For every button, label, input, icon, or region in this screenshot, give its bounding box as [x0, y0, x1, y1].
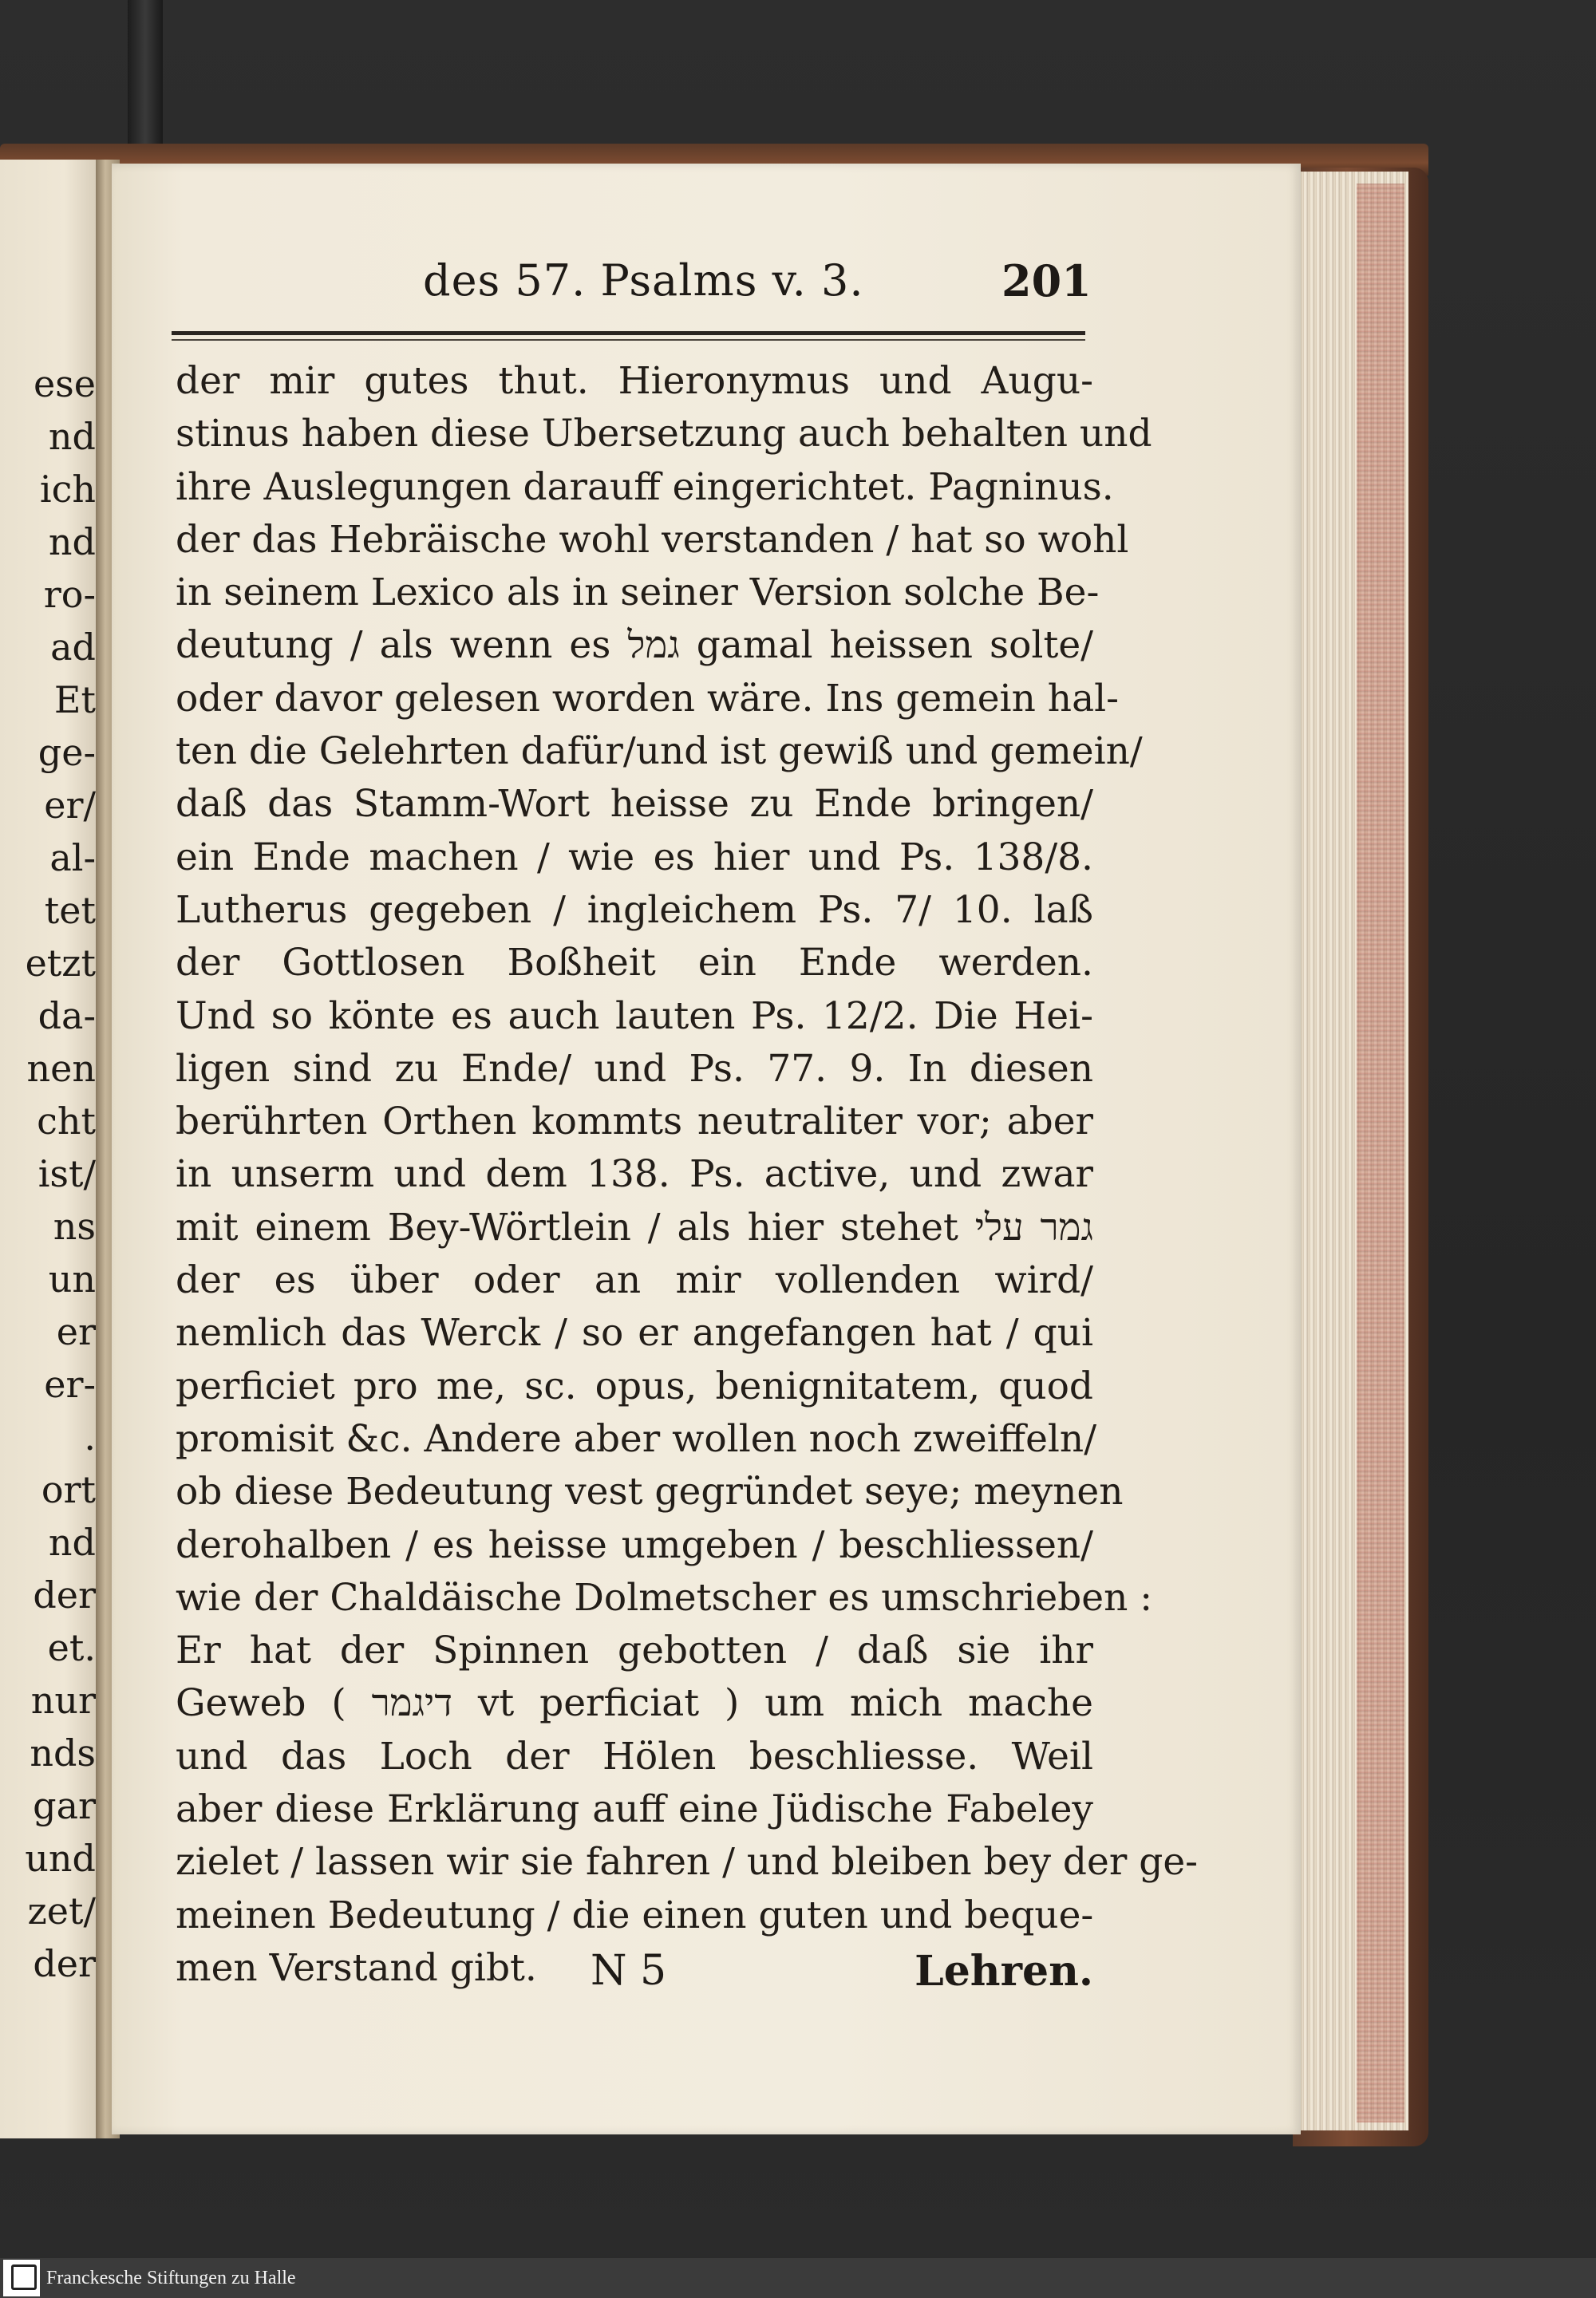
- left-page-fragment: tet: [44, 889, 96, 932]
- text-line: perficiet pro me, sc. opus, benignitatem, quod: [176, 1364, 1093, 1408]
- institution-name: Franckesche Stiftungen zu Halle: [46, 2268, 296, 2288]
- left-page-fragment: ge-: [38, 731, 96, 774]
- text-line: promisit &c. Andere aber wollen noch zweiffeln/: [176, 1416, 1097, 1461]
- text-line: ligen sind zu Ende/ und Ps. 77. 9. In diesen: [176, 1046, 1093, 1091]
- left-page-fragment: ort: [41, 1468, 96, 1511]
- left-page-fragment: nen: [26, 1047, 96, 1090]
- left-page-fragment: nur: [30, 1679, 96, 1722]
- header-rule: [172, 331, 1085, 335]
- text-line: stinus haben diese Ubersetzung auch behalten und: [176, 412, 1152, 456]
- text-line: mit einem Bey-Wörtlein / als hier stehet גמר עלי: [176, 1205, 1093, 1250]
- left-page-fragment: cht: [37, 1100, 96, 1143]
- text-line: derohalben / es heisse umgeben / beschliessen/: [176, 1522, 1093, 1567]
- left-page-fragment: gar: [33, 1784, 96, 1827]
- body-text: [176, 355, 1199, 1995]
- running-head: des 57. Psalms v. 3.: [423, 255, 864, 306]
- left-page-text-fragments: [0, 357, 96, 1990]
- left-page-fragment: ro-: [43, 573, 96, 616]
- text-line: der Gottlosen Boßheit ein Ende werden.: [176, 941, 1093, 985]
- text-line: zielet / lassen wir sie fahren / und bleiben bey der ge-: [176, 1840, 1199, 1885]
- text-line: wie der Chaldäische Dolmetscher es umschrieben :: [176, 1575, 1153, 1620]
- page-edge-tint: [1357, 184, 1404, 2122]
- text-line: der es über oder an mir vollenden wird/: [176, 1258, 1093, 1303]
- text-line: nemlich das Werck / so er angefangen hat / qui: [176, 1311, 1093, 1356]
- left-page-fragment: nds: [30, 1731, 96, 1775]
- text-line: in unserm und dem 138. Ps. active, und zwar: [176, 1152, 1093, 1197]
- left-page-fragment: er: [56, 1310, 96, 1353]
- left-page-fragment: ns: [53, 1205, 96, 1248]
- text-line: Geweb ( דיגמר vt perficiat ) um mich mache: [176, 1681, 1093, 1726]
- left-page-fragment: ad: [50, 626, 96, 669]
- page-footer: [176, 1947, 1093, 2003]
- text-line: men Verstand gibt.: [176, 1945, 537, 1990]
- left-page-fragment: ese: [33, 362, 96, 405]
- text-line: berührten Orthen kommts neutraliter vor; aber: [176, 1100, 1093, 1144]
- institution-logo: [3, 2260, 40, 2296]
- left-page-fragment: ich: [39, 468, 96, 511]
- text-line: der mir gutes thut. Hieronymus und Augu-: [176, 359, 1093, 403]
- left-page-fragment: der: [33, 1573, 96, 1617]
- left-page-fragment: al-: [49, 836, 96, 879]
- text-line: und das Loch der Hölen beschliesse. Weil: [176, 1734, 1093, 1779]
- book-clasp: [128, 0, 163, 156]
- left-page-fragment: un: [48, 1258, 96, 1301]
- left-page-fragment: der: [33, 1942, 96, 1985]
- text-line: ten die Gelehrten dafür/und ist gewiß und gemein/: [176, 729, 1143, 774]
- left-page: [0, 160, 108, 2138]
- left-page-fragment: et.: [47, 1626, 96, 1669]
- page-number: 201: [1001, 255, 1092, 306]
- text-line: oder davor gelesen worden wäre. Ins gemein hal-: [176, 676, 1119, 721]
- text-line: ihre Auslegungen darauff eingerichtet. Pagninus.: [176, 464, 1114, 509]
- text-line: meinen Bedeutung / die einen guten und beque-: [176, 1893, 1094, 1937]
- left-page-fragment: nd: [48, 415, 96, 458]
- left-page-fragment: .: [84, 1416, 96, 1459]
- left-page-fragment: nd: [48, 520, 96, 563]
- text-line: in seinem Lexico als in seiner Version solche Be-: [176, 571, 1100, 615]
- left-page-fragment: ist/: [38, 1152, 96, 1195]
- text-line: der das Hebräische wohl verstanden / hat so wohl: [176, 517, 1129, 562]
- left-page-fragment: Et: [53, 678, 96, 721]
- text-line: ein Ende machen / wie es hier und Ps. 138/8.: [176, 835, 1093, 879]
- text-line: deutung / als wenn es גמל gamal heissen solte/: [176, 623, 1093, 668]
- text-line: daß das Stamm-Wort heisse zu Ende bringen/: [176, 782, 1093, 827]
- left-page-fragment: und: [25, 1837, 96, 1880]
- left-page-fragment: nd: [48, 1521, 96, 1564]
- text-line: ob diese Bedeutung vest gegründet seye; meynen: [176, 1470, 1124, 1514]
- left-page-fragment: da-: [38, 994, 96, 1037]
- left-page-fragment: er-: [44, 1363, 96, 1406]
- left-page-fragment: etzt: [25, 942, 96, 985]
- text-line: Lutherus gegeben / ingleichem Ps. 7/ 10. laß: [176, 887, 1093, 932]
- left-page-fragment: zet/: [27, 1889, 96, 1933]
- header-rule-thin: [172, 339, 1085, 341]
- signature-mark: N 5: [591, 1947, 667, 1995]
- left-page-fragment: er/: [44, 784, 96, 827]
- catchword: Lehren.: [915, 1947, 1093, 1996]
- text-line: Und so könte es auch lauten Ps. 12/2. Die Hei-: [176, 993, 1093, 1038]
- text-line: aber diese Erklärung auff eine Jüdische Fabeley: [176, 1787, 1093, 1832]
- text-line: Er hat der Spinnen gebotten / daß sie ihr: [176, 1629, 1093, 1673]
